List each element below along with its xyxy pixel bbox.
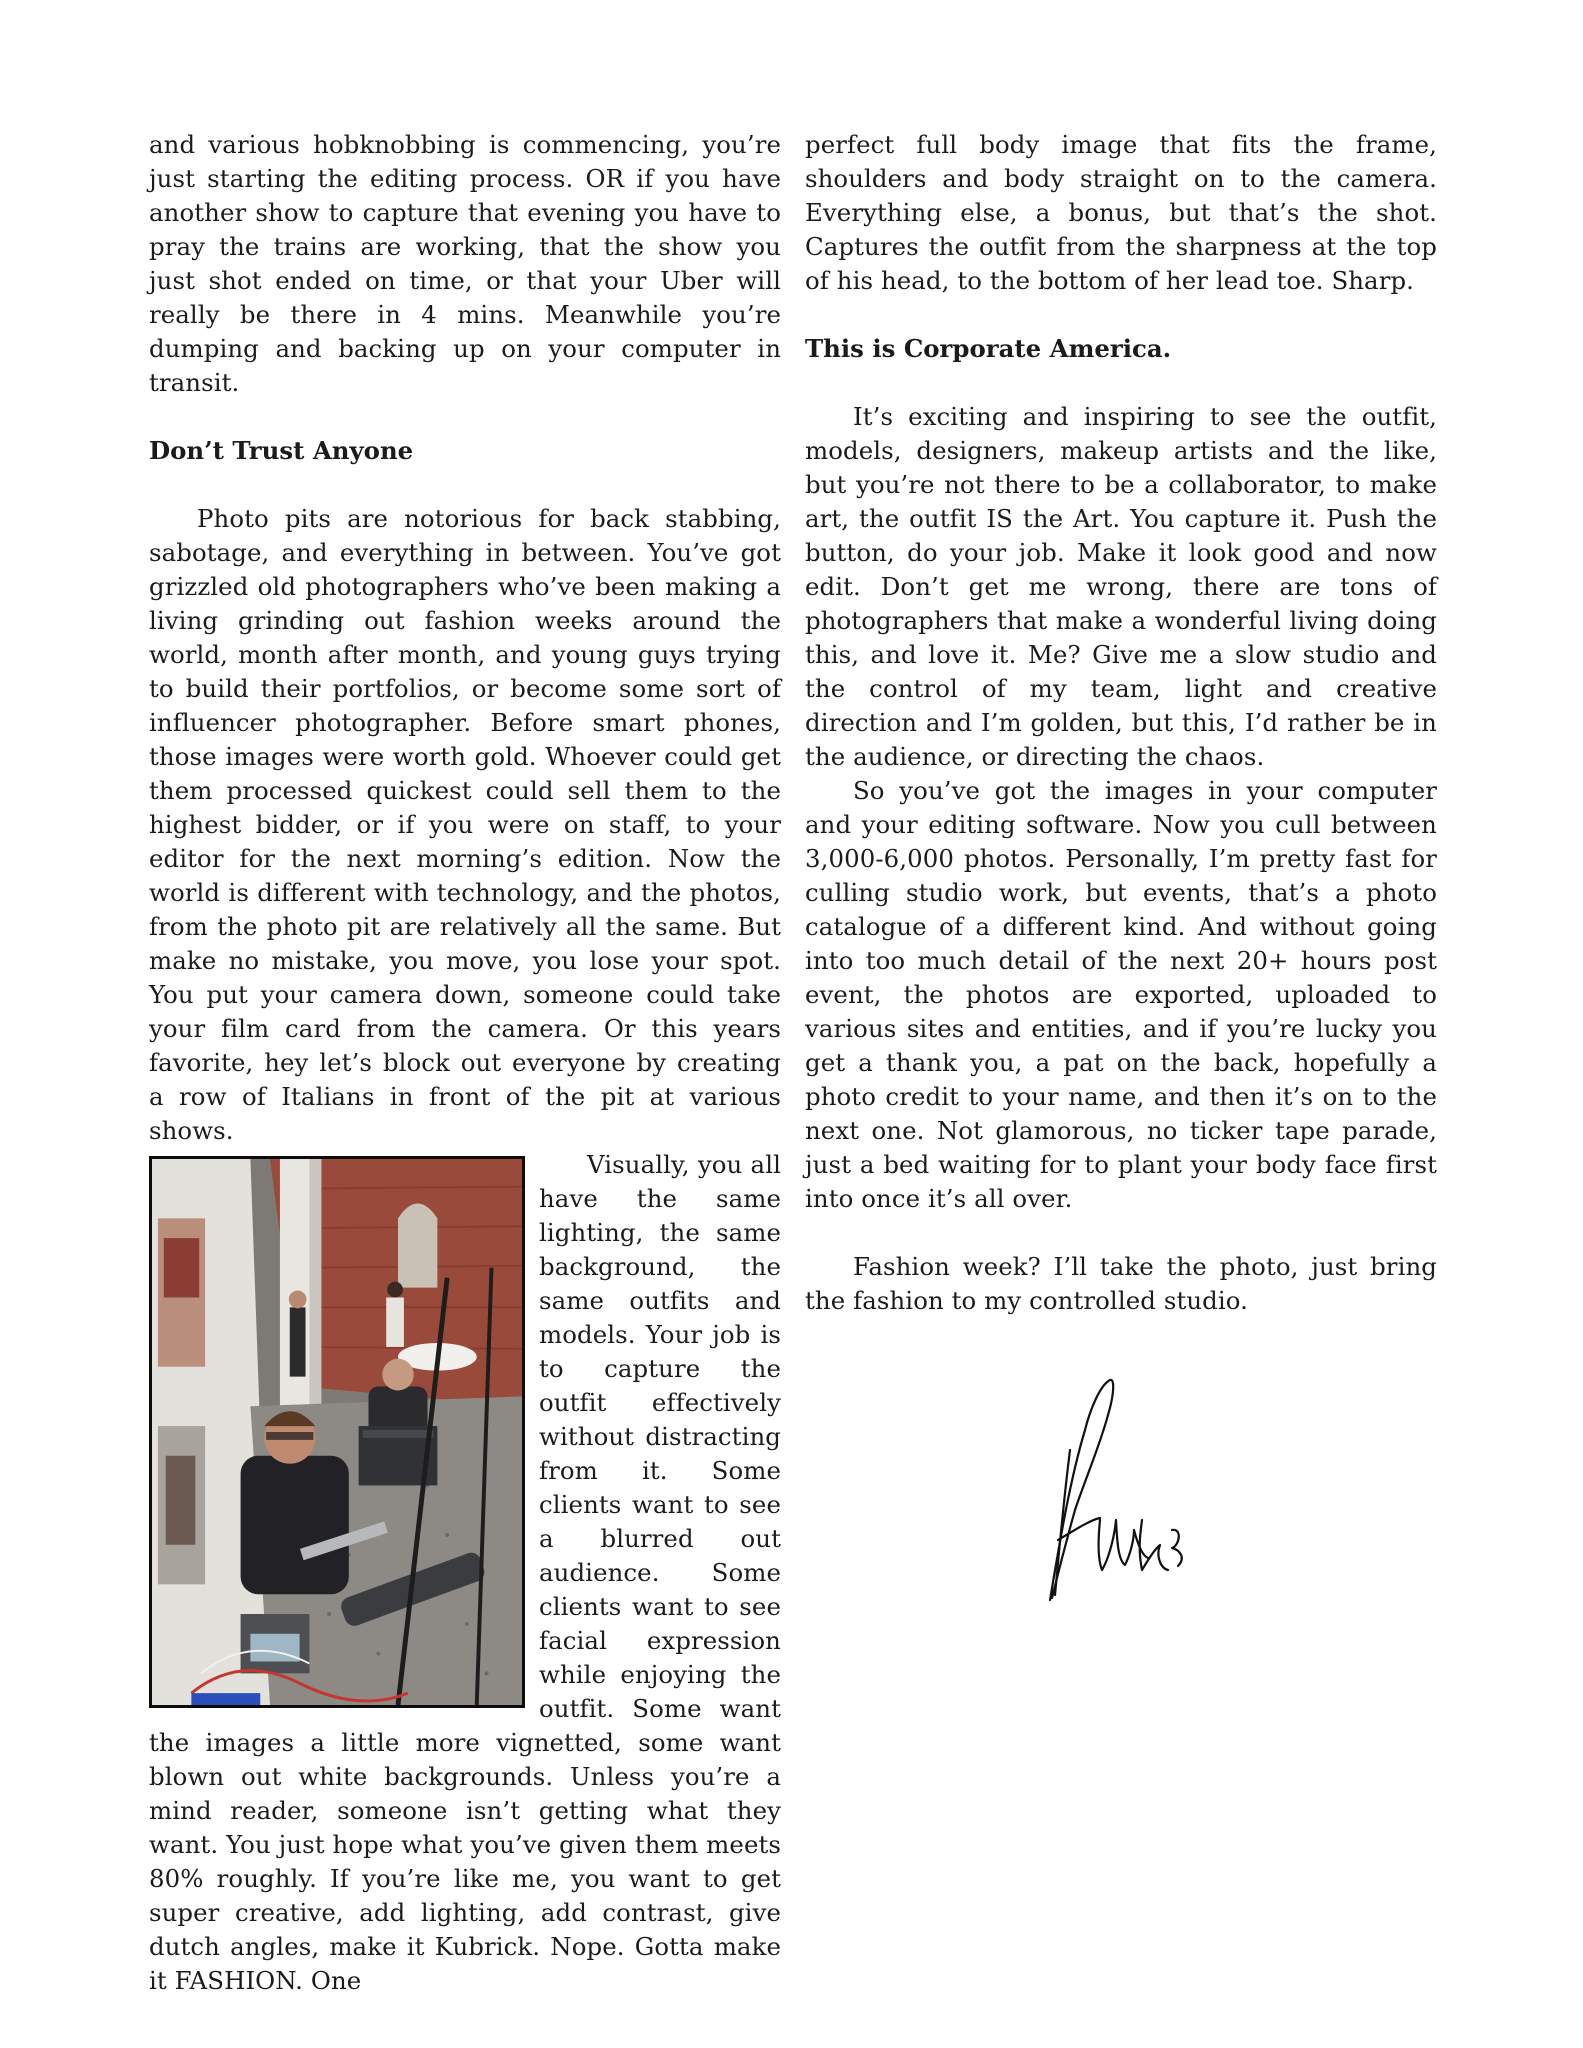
left-column [149,128,781,1998]
photo-pit-image [149,1156,525,1708]
signature-icon [1030,1370,1200,1620]
right-column [805,128,1437,1318]
paragraph-continued: and various hobknobbing is commencing, you’re just starting the editing process. OR if you have another show to capture that evening you have to pray the trains are working, that the show you just shot ended on time, or that your Uber will really be there in 4 mins. Meanwhile you’re dumping and backing up on your computer in transit. [149,130,781,397]
paragraph-closing: Fashion week? I’ll take the photo, just bring the fashion to my controlled studio. [805,1252,1437,1315]
paragraph-images: So you’ve got the images in your computer and your editing software. Now you cull between 3,000-6,000 photos. Personally, I’m pretty fast for culling studio work, but events, that’s a photo catalogue of a different kind. And without going into too much detail of the next 20+ hours post event, the photos are exported, uploaded to various sites and entities, and if you’re lucky you get a thank you, a pat on the back, hopefully a photo credit to your name, and then it’s on to the next one. Not glamorous, no ticker tape parade, just a bed waiting for to plant your body face first into once it’s all over. [805,776,1437,1213]
paragraph-continued-right: perfect full body image that fits the frame, shoulders and body straight on to the camera. Everything else, a bonus, but that’s the shot. Captures the outfit from the sharpness at the top of his head, to the bottom of her lead toe. Sharp. [805,130,1437,295]
author-signature [1030,1370,1200,1620]
section-heading-dont-trust-anyone: Don’t Trust Anyone [149,436,414,465]
photographers-photo-illustration [152,1159,522,1705]
paragraph-exciting: It’s exciting and inspiring to see the outfit, models, designers, makeup artists and the like, but you’re not there to be a collaborator, to make art, the outfit IS the Art. You capture it. Push the button, do your job. Make it look good and now edit. Don’t get me wrong, there are tons of photographers that make a wonderful living doing this, and love it. Me? Give me a slow studio and the control of my team, light and creative direction and I’m golden, but this, I’d rather be in the audience, or directing the chaos. [805,402,1437,771]
section-heading-corporate-america: This is Corporate America. [805,334,1172,363]
paragraph-visually: Visually, you all have the same lighting, the same background, the same outfits and models. Your job is to capture the outfit effectively without distracting from it. Some clients want to see a blurred out audience. Some clients want to see facial expression while enjoying the outfit. Some want the images a little more vignetted, some want blown out white backgrounds. Unless you’re a mind reader, someone isn’t getting what they want. You just hope what you’ve given them meets 80% roughly. If you’re like me, you want to get super creative, add lighting, add contrast, give dutch angles, make it Kubrick. Nope. Gotta make it FASHION. One [149,1150,781,1995]
paragraph-photo-pits: Photo pits are notorious for back stabbing, sabotage, and everything in between. You’ve got grizzled old photographers who’ve been making a living grinding out fashion weeks around the world, month after month, and young guys trying to build their portfolios, or become some sort of influencer photographer. Before smart phones, those images were worth gold. Whoever could get them processed quickest could sell them to the highest bidder, or if you were on staff, to your editor for the next morning’s edition. Now the world is different with technology, and the photos, from the photo pit are relatively all the same. But make no mistake, you move, you lose your spot. You put your camera down, someone could take your film card from the camera. Or this years favorite, hey let’s block out everyone by creating a row of Italians in front of the pit at various shows. [149,504,781,1145]
